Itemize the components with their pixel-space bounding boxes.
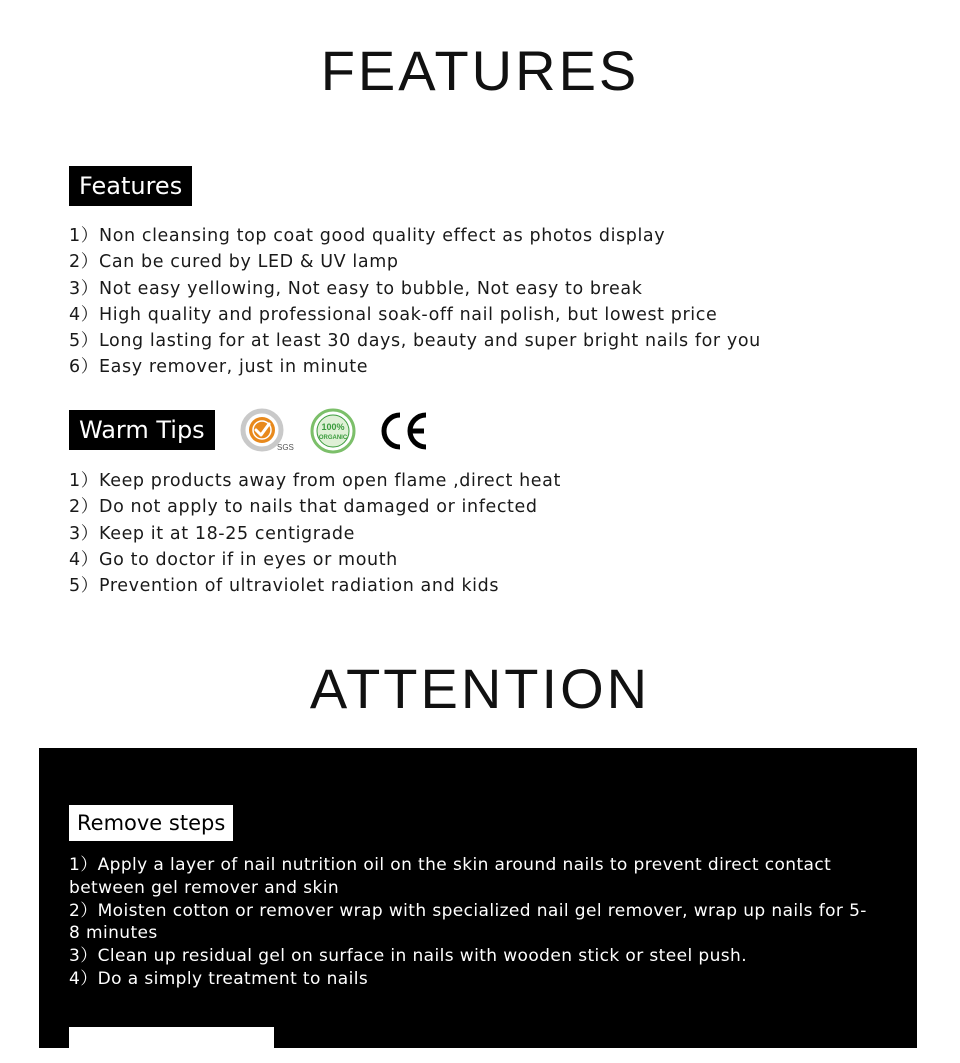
svg-text:ORGANIC: ORGANIC bbox=[318, 435, 348, 441]
list-item: 2）Can be cured by LED & UV lamp bbox=[69, 252, 399, 273]
organic-certification-icon bbox=[310, 408, 356, 454]
remove-steps-label: Remove steps bbox=[69, 805, 233, 841]
svg-text:SGS: SGS bbox=[277, 443, 294, 452]
ce-mark-icon bbox=[378, 409, 430, 453]
list-item: 3）Not easy yellowing, Not easy to bubble, Not easy to break bbox=[69, 278, 643, 299]
list-item: 5）Prevention of ultraviolet radiation and kids bbox=[69, 576, 500, 597]
features-list bbox=[69, 223, 761, 381]
features-label: Features bbox=[69, 166, 192, 206]
list-item: 4）High quality and professional soak-off nail polish, but lowest price bbox=[69, 304, 718, 325]
list-item: 1）Apply a layer of nail nutrition oil on the skin around nails to prevent direct contact between gel remover and skin bbox=[69, 855, 832, 898]
list-item: 1）Keep products away from open flame ,direct heat bbox=[69, 471, 561, 491]
remove-steps-panel bbox=[39, 748, 917, 1048]
list-item: 5）Long lasting for at least 30 days, beauty and super bright nails for you bbox=[69, 331, 761, 352]
list-item: 3）Clean up residual gel on surface in nails with wooden stick or steel push. bbox=[69, 946, 747, 967]
list-item: 6）Easy remover, just in minute bbox=[69, 357, 369, 378]
warm-tips-label: Warm Tips bbox=[69, 410, 215, 450]
list-item: 2）Moisten cotton or remover wrap with specialized nail gel remover, wrap up nails for 5-8 minutes bbox=[69, 900, 867, 944]
list-item: 4）Do a simply treatment to nails bbox=[69, 968, 369, 989]
list-item: 4）Go to doctor if in eyes or mouth bbox=[69, 549, 398, 570]
svg-text:100%: 100% bbox=[321, 422, 345, 432]
next-section-label bbox=[69, 1027, 274, 1063]
warm-tips-list bbox=[69, 468, 561, 599]
attention-title: ATTENTION bbox=[309, 657, 651, 720]
certification-badges bbox=[240, 408, 430, 454]
remove-steps-list bbox=[69, 854, 869, 991]
list-item: 1）Non cleansing top coat good quality effect as photos display bbox=[69, 226, 666, 246]
features-title: FEATURES bbox=[320, 39, 640, 102]
sgs-certification-icon bbox=[240, 408, 294, 454]
list-item: 3）Keep it at 18-25 centigrade bbox=[69, 523, 355, 544]
list-item: 2）Do not apply to nails that damaged or infected bbox=[69, 497, 538, 518]
